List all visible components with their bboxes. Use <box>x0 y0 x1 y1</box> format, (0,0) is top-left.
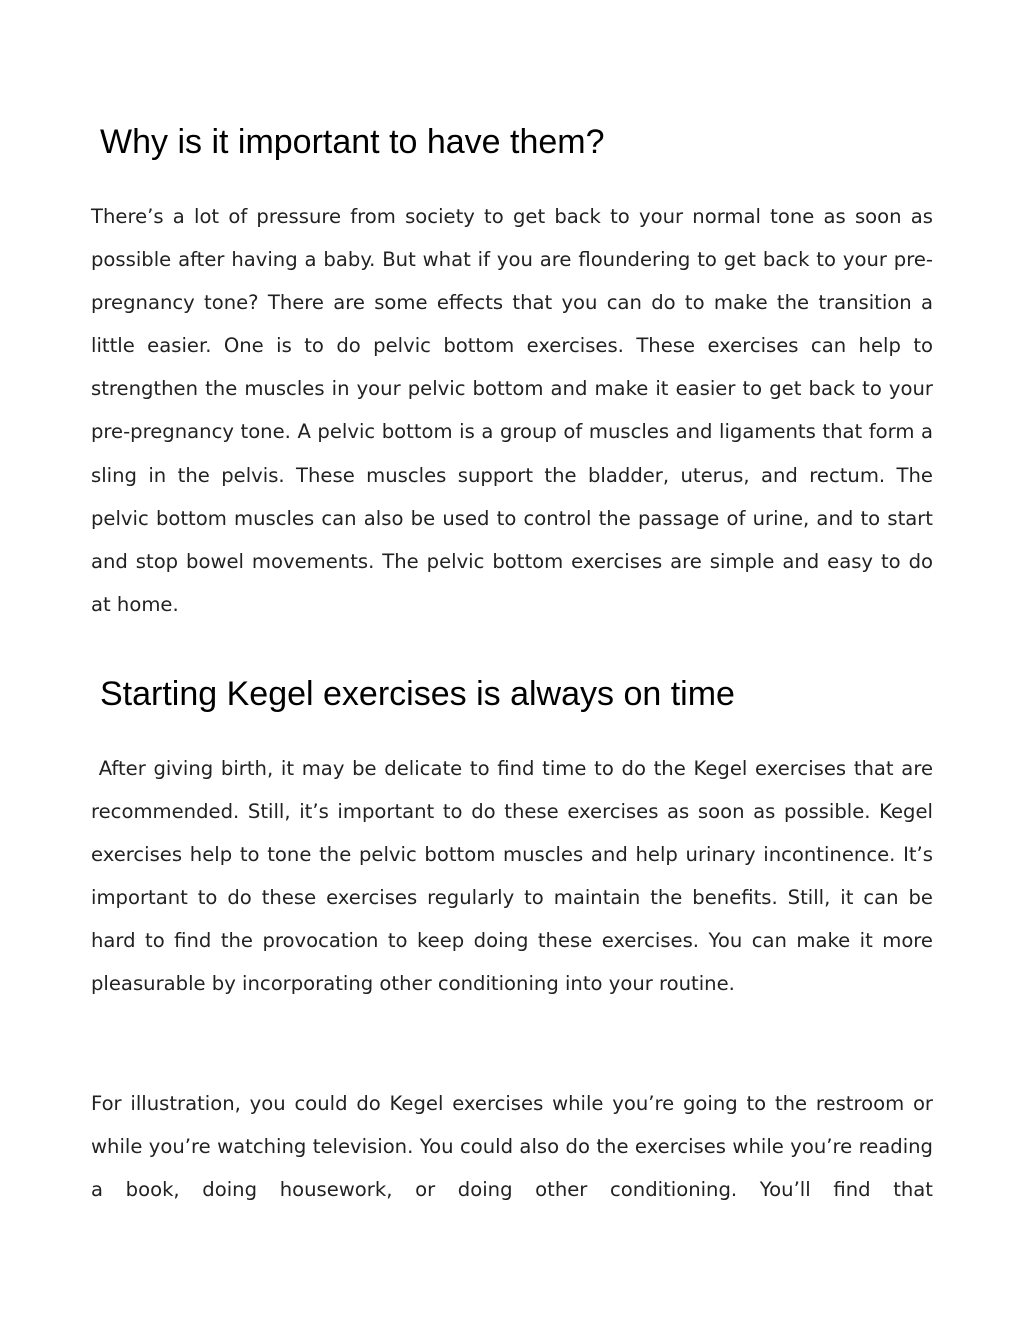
paragraph-illustration: For illustration, you could do Kegel exercises while you’re going to the restroom or while you’re watching television. You could also do the exercises while you’re reading a book, doing housework, or doing other conditioning. You’ll find that <box>91 1092 933 1202</box>
section-heading-importance: Why is it important to have them? <box>100 123 605 161</box>
section-heading-starting-kegel: Starting Kegel exercises is always on time <box>100 675 735 713</box>
paragraph-importance: There’s a lot of pressure from society to get back to your normal tone as soon as possible after having a baby. But what if you are floundering to get back to your pre-pregnancy tone? There are some effects that you can do to make the transition a little easier. One is to do pelvic bottom exercises. These exercises can help to strengthen the muscles in your pelvic bottom and make it easier to get back to your pre-pregnancy tone. A pelvic bottom is a group of muscles and ligaments that form a sling in the pelvis. These muscles support the bladder, uterus, and rectum. The pelvic bottom muscles can also be used to control the passage of urine, and to start and stop bowel movements. The pelvic bottom exercises are simple and easy to do at home. <box>91 205 933 616</box>
paragraph-after-birth: After giving birth, it may be delicate to find time to do the Kegel exercises that are recommended. Still, it’s important to do these exercises as soon as possible. Kegel exercises help to tone the pelvic bottom muscles and help urinary incontinence. It’s important to do these exercises regularly to maintain the benefits. Still, it can be hard to find the provocation to keep doing these exercises. You can make it more pleasurable by incorporating other conditioning into your routine. <box>91 757 940 996</box>
